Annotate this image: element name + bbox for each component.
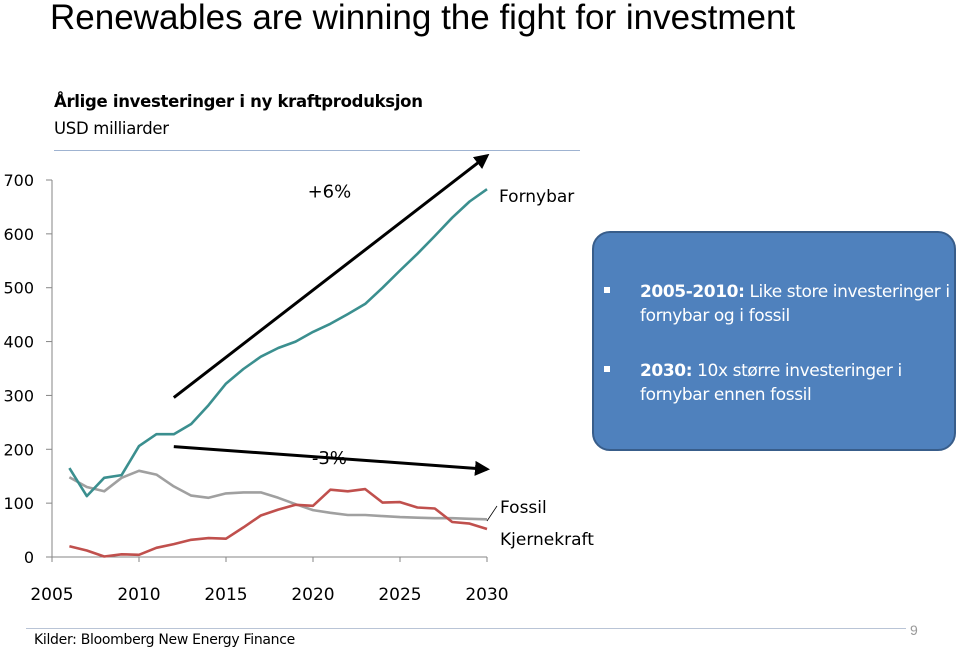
info-bullet-2-bold: 2030: xyxy=(640,361,693,381)
page-number: 9 xyxy=(910,622,918,638)
series-line-fornybar xyxy=(69,189,487,496)
footer-rule xyxy=(26,628,906,629)
info-bullet-1-bold: 2005-2010: xyxy=(640,282,745,302)
series-label-fossil: Fossil xyxy=(500,498,547,518)
series-label-fornybar: Fornybar xyxy=(499,187,575,207)
info-bullet-2-text: 10x større investeringer i fornybar ennen fossil xyxy=(640,361,902,405)
source-note: Kilder: Bloomberg New Energy Finance xyxy=(34,632,295,648)
chart-title: Årlige investeringer i ny kraftproduksjon xyxy=(54,92,423,111)
x-tick-label: 2030 xyxy=(465,585,509,605)
info-bullet-1-text: Like store investeringer i fornybar og i fossil xyxy=(640,282,950,326)
bullet-square-icon xyxy=(604,366,610,372)
slide-title: Renewables are winning the fight for investment xyxy=(50,0,796,37)
chart-unit-label: USD milliarder xyxy=(54,119,169,138)
series-label-kjernekraft: Kjernekraft xyxy=(500,530,594,550)
y-tick-label: 100 xyxy=(3,494,34,514)
trend-label-1: +6% xyxy=(307,181,352,203)
x-tick-label: 2025 xyxy=(378,585,422,605)
info-box xyxy=(592,231,956,451)
y-tick-label: 300 xyxy=(3,386,34,406)
series-line-kjernekraft xyxy=(69,489,487,556)
y-tick-label: 0 xyxy=(23,548,34,567)
y-tick-label: 200 xyxy=(3,440,34,460)
trend-label-2: -3% xyxy=(311,447,347,469)
y-tick-label: 700 xyxy=(3,171,34,190)
fossil-leader-line xyxy=(487,506,497,521)
x-tick-label: 2005 xyxy=(30,585,74,605)
y-tick-label: 400 xyxy=(3,332,34,352)
x-tick-label: 2015 xyxy=(204,585,248,605)
series-line-fossil xyxy=(69,471,487,520)
x-tick-label: 2020 xyxy=(291,585,335,605)
y-tick-label: 600 xyxy=(3,224,34,244)
y-tick-label: 500 xyxy=(3,278,34,298)
bullet-square-icon xyxy=(604,287,610,293)
x-tick-label: 2010 xyxy=(117,585,161,605)
